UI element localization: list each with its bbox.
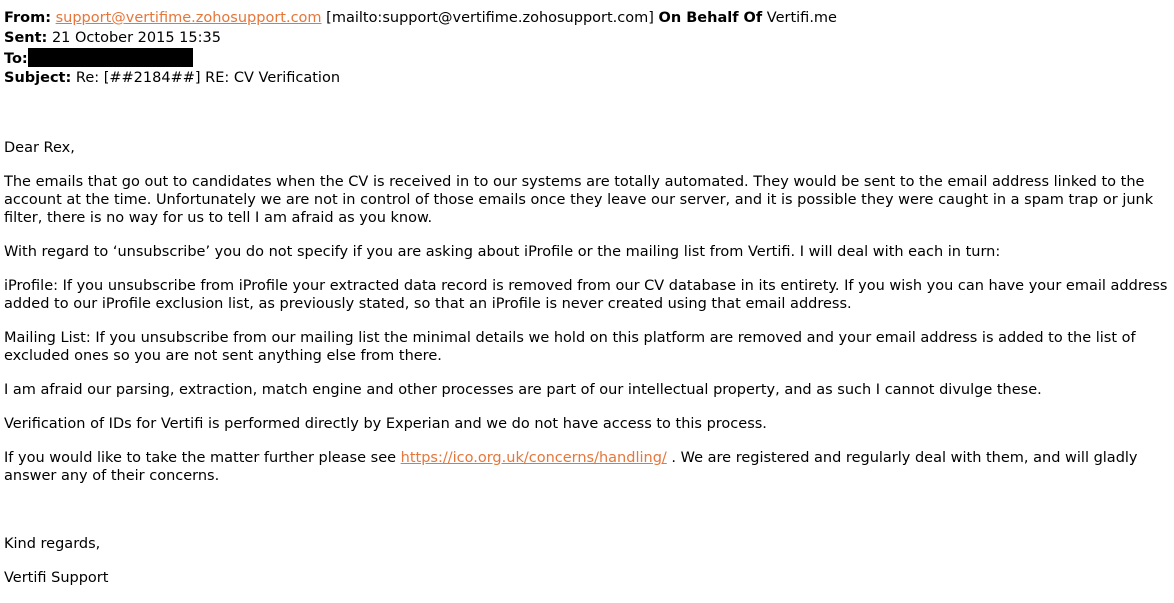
paragraph-mailing-list: Mailing List: If you unsubscribe from our mailing list the minimal details we hold on this platform are removed and your email address is added to the list of excluded ones so you are not sent anything else from there. [4,330,1136,364]
paragraph-further [4,449,1174,485]
paragraph-verification: Verification of IDs for Vertifi is performed directly by Experian and we do not have access to this process. [4,416,767,432]
paragraph-iprofile: iProfile: If you unsubscribe from iProfile your extracted data record is removed from our CV database in its entirety. If you wish you can have your email address added to our iProfile exclusion list, as previously stated, so that an iProfile is never created using that email address. [4,278,1168,312]
behalf-label: On Behalf Of [658,10,763,26]
sent-value: 21 October 2015 15:35 [51,30,221,46]
to-label: To: [4,51,28,67]
ico-link[interactable]: https://ico.org.uk/concerns/handling/ [400,450,667,466]
from-email-link[interactable]: support@vertifime.zohosupport.com [55,10,322,26]
paragraph-automated-emails: The emails that go out to candidates when the CV is received in to our systems are totally automated. They would be sent to the email address linked to the account at the time. Unfortunately we are not in control of those emails once they leave our server, and it is possible they were caught in a spam trap or junk filter, there is no way for us to tell I am afraid as you know. [4,174,1154,226]
spacer [4,501,1174,535]
paragraph-intellectual-property: I am afraid our parsing, extraction, match engine and other processes are part of our intellectual property, and as such I cannot divulge these. [4,382,1042,398]
email-body [4,139,1174,603]
from-line [4,8,1174,28]
from-mailto: [mailto:support@vertifime.zohosupport.com] [326,10,654,26]
signoff: Kind regards, [4,536,101,552]
sent-label: Sent: [4,30,48,46]
further-text-before: If you would like to take the matter further please see [4,450,401,466]
behalf-name: Vertifi.me [766,10,837,26]
sent-line [4,28,1174,48]
redacted-recipient-block [28,48,193,67]
to-line [4,48,1174,68]
email-header [4,8,1174,88]
signature: Vertifi Support [4,570,109,586]
subject-label: Subject: [4,70,72,86]
subject-value: Re: [##2184##] RE: CV Verification [75,70,341,86]
further-text-after: . We are registered and regularly deal with them, and will gladly answer any of their concerns. [4,450,1138,484]
subject-line [4,68,1174,88]
paragraph-unsubscribe: With regard to ‘unsubscribe’ you do not specify if you are asking about iProfile or the mailing list from Vertifi. I will deal with each in turn: [4,244,1001,260]
from-label: From: [4,10,51,26]
greeting: Dear Rex, [4,140,75,156]
